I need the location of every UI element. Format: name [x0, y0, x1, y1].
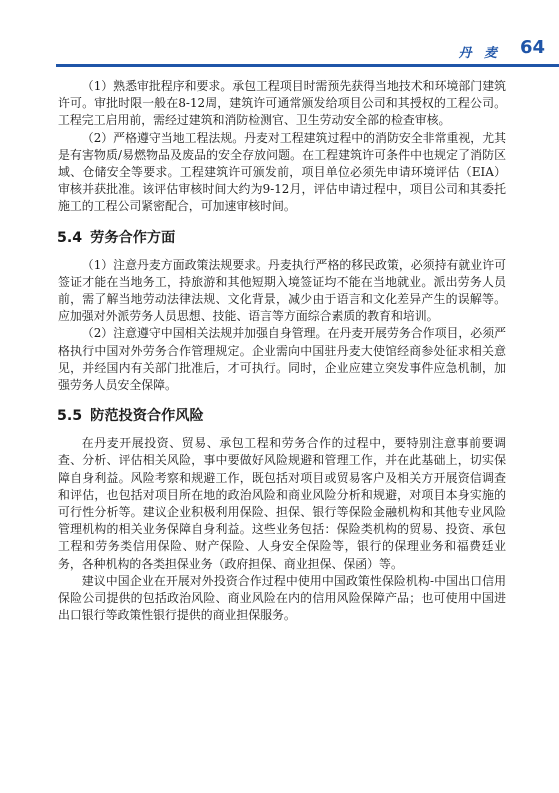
section-heading-5-4 — [57, 228, 506, 248]
paragraph: （2）严格遵守当地工程法规。丹麦对工程建筑过程中的消防安全非常重视，尤其是有害物质/易燃物品及废品的安全存放问题。在工程建筑许可条件中也规定了消防区域、仓储安全等要求。工程建筑许可颁发前，项目单位必须先申请环境评估（EIA）审核并获批准。该评估审核时间大约为9-12月，评估申请过程中，项目公司和其委托施工的工程公司紧密配合，可加速审核时间。 — [58, 130, 506, 214]
paragraph: 在丹麦开展投资、贸易、承包工程和劳务合作的过程中，要特别注意事前要调查、分析、评估相关风险，事中要做好风险规避和管理工作，并在此基础上，切实保障自身利益。风险考察和规避工作，既包括对项目或贸易客户及相关方开展资信调查和评估，也包括对项目所在地的政治风险和商业风险分析和规避，对项目本身实施的可行性分析等。建议企业积极利用保险、担保、银行等保险金融机构和其他专业风险管理机构的相关业务保障自身利益。这些业务包括：保险类机构的贸易、投资、承包工程和劳务类信用保险、财产保险、人身安全保险等，银行的保理业务和福费廷业务，各种机构的各类担保业务（政府担保、商业担保、保函）等。 — [58, 436, 506, 571]
section-title: 防范投资合作风险 — [90, 408, 204, 425]
paragraph: 建议中国企业在开展对外投资合作过程中使用中国政策性保险机构-中国出口信用保险公司提供的包括政治风险、商业风险在内的信用风险保障产品；也可使用中国进出口银行等政策性银行提供的商业担保服务。 — [58, 573, 506, 623]
page-header — [0, 36, 559, 76]
page-number: 64 — [519, 37, 545, 58]
paragraph: （1）熟悉审批程序和要求。承包工程项目时需预先获得当地技术和环境部门建筑许可。审批时限一般在8-12周，建筑许可通常颁发给项目公司和其授权的工程公司。工程完工启用前，需经过建筑和消防检测官、卫生劳动安全部的检查审核。 — [58, 79, 506, 128]
section-title: 劳务合作方面 — [90, 229, 176, 246]
paragraph: （2）注意遵守中国相关法规并加强自身管理。在丹麦开展劳务合作项目，必须严格执行中国对外劳务合作管理规定。企业需向中国驻丹麦大使馆经商参处征求相关意见，并经国内有关部门批准后，才可执行。同时，企业应建立突发事件应急机制，加强劳务人员安全保障。 — [58, 326, 506, 393]
page-body — [58, 78, 506, 624]
section-number: 5.5 — [57, 408, 83, 425]
running-title: 丹 麦 — [458, 46, 501, 61]
section-number: 5.4 — [57, 229, 83, 246]
header-rule — [56, 64, 559, 67]
section-heading-5-5 — [57, 406, 506, 426]
paragraph: （1）注意丹麦方面政策法规要求。丹麦执行严格的移民政策，必须持有就业许可签证才能在当地务工，持旅游和其他短期入境签证均不能在当地就业。派出劳务人员前，需了解当地劳动法律法规、文化背景，减少由于语言和文化差异产生的误解等。应加强对外派劳务人员思想、技能、语言等方面综合素质的教育和培训。 — [58, 257, 506, 324]
